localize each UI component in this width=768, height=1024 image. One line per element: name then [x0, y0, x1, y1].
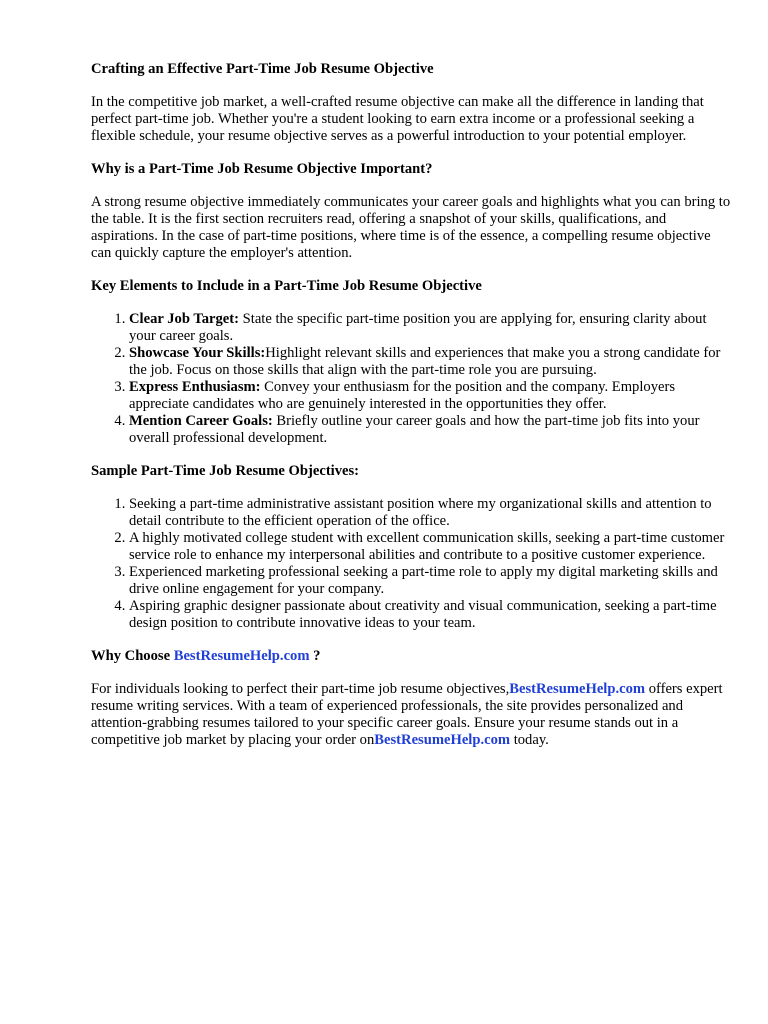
why-heading: Why is a Part-Time Job Resume Objective Important? [91, 161, 433, 177]
list-item: 2. A highly motivated college student with excellent communication skills, seeking a part-time customer service role to enhance my interpersonal abilities and contribute to a positive customer experience. [129, 530, 731, 564]
final-text-2: offers expert resume writing services. With a team of experienced professionals, the site provides personalized and attention-grabbing resumes tailored to your specific career goals. Ensure your resume stands out in a competitive job market by placing your order on [91, 681, 723, 748]
list-item [129, 345, 731, 379]
bestresumehelp-heading-link[interactable]: BestResumeHelp.com [173, 648, 310, 664]
list-item: 1. Seeking a part-time administrative assistant position where my organizational skills and attention to detail contribute to the efficient operation of the office. [129, 496, 731, 530]
final-text-3: today. [510, 732, 549, 748]
list-item: 4. Aspiring graphic designer passionate about creativity and visual communication, seeking a part-time design position to contribute innovative ideas to your team. [129, 598, 731, 632]
list-item [129, 311, 731, 345]
page-title: Crafting an Effective Part-Time Job Resume Objective [91, 61, 434, 77]
list-item [129, 413, 731, 447]
list-item-label: Mention Career Goals: [129, 413, 273, 429]
list-item-label: Clear Job Target: [129, 311, 239, 327]
list-item-label: Showcase Your Skills: [129, 345, 266, 361]
list-item-text: State the specific part-time position you are applying for, ensuring clarity about your career goals. [129, 311, 707, 344]
list-item-label: Express Enthusiasm: [129, 379, 261, 395]
document-page [91, 61, 731, 749]
sample-objectives-list [91, 496, 731, 632]
list-item [129, 379, 731, 413]
final-text-1: For individuals looking to perfect their part-time job resume objectives, [91, 681, 510, 697]
bestresumehelp-link-2[interactable]: BestResumeHelp.com [374, 732, 511, 748]
why-paragraph: A strong resume objective immediately communicates your career goals and highlights what you can bring to the table. It is the first section recruiters read, offering a snapshot of your skills, qualifications, and aspirations. In the case of part-time positions, where time is of the essence, a compelling resume objective can quickly capture the employer's attention. [91, 194, 731, 261]
intro-paragraph: In the competitive job market, a well-crafted resume objective can make all the difference in landing that perfect part-time job. Whether you're a student looking to earn extra income or a professional seeking a flexible schedule, your resume objective serves as a powerful introduction to your potential employer. [91, 94, 704, 144]
key-elements-list [91, 311, 731, 447]
list-item-text: Briefly outline your career goals and how the part-time job fits into your overall professional development. [129, 413, 700, 446]
list-item-text: Highlight relevant skills and experiences that make you a strong candidate for the job. Focus on those skills that align with the part-time role you are pursuing. [129, 345, 721, 378]
key-elements-heading: Key Elements to Include in a Part-Time Job Resume Objective [91, 278, 482, 294]
list-item: 3. Experienced marketing professional seeking a part-time role to apply my digital marketing skills and drive online engagement for your company. [129, 564, 731, 598]
why-choose-suffix: ? [309, 648, 321, 664]
sample-objectives-heading: Sample Part-Time Job Resume Objectives: [91, 463, 360, 479]
list-item-text: Convey your enthusiasm for the position and the company. Employers appreciate candidates who are genuinely interested in the opportunities they offer. [129, 379, 676, 412]
bestresumehelp-link-1[interactable]: BestResumeHelp.com [509, 681, 646, 697]
final-paragraph [91, 681, 731, 749]
why-choose-prefix: Why Choose [91, 648, 174, 664]
why-choose-heading [91, 648, 731, 665]
